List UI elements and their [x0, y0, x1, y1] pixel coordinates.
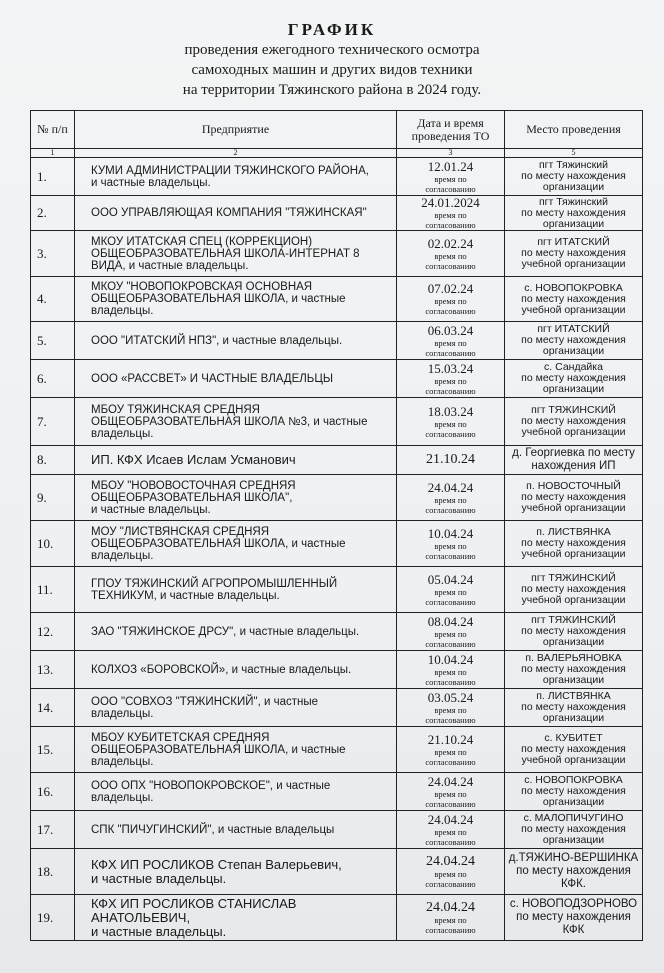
- inspection-place: с. НОВОПОДЗОРНОВО по месту нахождения КФК: [505, 895, 643, 941]
- row-number: 1.: [31, 158, 75, 196]
- header-place: Место проведения: [505, 111, 643, 149]
- enterprise-name: ООО ОПХ "НОВОПОКРОВСКОЕ", и частные владельцы.: [75, 773, 397, 811]
- inspection-time: время по согласованию: [425, 337, 476, 358]
- inspection-place: с. МАЛОПИЧУГИНО по месту нахождения организации: [505, 811, 643, 849]
- table-row: [31, 475, 643, 521]
- table-row: [31, 849, 643, 895]
- date-cell: [397, 811, 505, 849]
- inspection-date: 24.04.24: [426, 899, 475, 915]
- date-cell: [397, 773, 505, 811]
- column-number: 1: [31, 149, 75, 158]
- date-cell: [397, 277, 505, 322]
- row-number: 19.: [31, 895, 75, 941]
- inspection-time: время по согласованию: [425, 418, 476, 439]
- date-cell: [397, 651, 505, 689]
- inspection-place: пгт ИТАТСКИЙ по месту нахождения учебной организации: [505, 231, 643, 277]
- column-number-row: [31, 149, 643, 158]
- inspection-date: 21.10.24: [426, 452, 475, 467]
- row-number: 3.: [31, 231, 75, 277]
- inspection-time: время по согласованию: [425, 375, 476, 396]
- inspection-place: с. Сандайка по месту нахождения организации: [505, 360, 643, 398]
- enterprise-name: МБОУ КУБИТЕТСКАЯ СРЕДНЯЯ ОБЩЕОБРАЗОВАТЕЛЬНАЯ ШКОЛА, и частные владельцы.: [75, 727, 397, 773]
- column-number: 5: [505, 149, 643, 158]
- table-row: [31, 231, 643, 277]
- table-row: [31, 895, 643, 941]
- enterprise-name: МКОУ ИТАТСКАЯ СПЕЦ (КОРРЕКЦИОН) ОБЩЕОБРАЗОВАТЕЛЬНАЯ ШКОЛА-ИНТЕРНАТ 8 ВИДА, и частные владельцы.: [75, 231, 397, 277]
- inspection-date: 07.02.24: [427, 281, 474, 296]
- enterprise-name: ИП. КФХ Исаев Ислам Усманович: [75, 446, 397, 475]
- inspection-place: пгт ИТАТСКИЙ по месту нахождения организации: [505, 322, 643, 360]
- inspection-place: пгт Тяжинский по месту нахождения организации: [505, 196, 643, 231]
- enterprise-name: КФХ ИП РОСЛИКОВ Степан Валерьевич, и частные владельцы.: [75, 849, 397, 895]
- date-cell: [397, 446, 505, 475]
- date-cell: [397, 475, 505, 521]
- column-number: 3: [397, 149, 505, 158]
- column-number: 2: [75, 149, 397, 158]
- table-row: [31, 322, 643, 360]
- inspection-date: 05.04.24: [427, 571, 474, 587]
- inspection-place: д.ТЯЖИНО-ВЕРШИНКА по месту нахождения КФК.: [505, 849, 643, 895]
- enterprise-name: ЗАО "ТЯЖИНСКОЕ ДРСУ", и частные владельцы.: [75, 613, 397, 651]
- row-number: 15.: [31, 727, 75, 773]
- inspection-time: время по согласованию: [425, 666, 476, 687]
- inspection-time: время по согласованию: [425, 586, 476, 607]
- header-number: № п/п: [31, 111, 75, 149]
- inspection-time: время по согласованию: [425, 250, 476, 271]
- enterprise-name: КУМИ АДМИНИСТРАЦИИ ТЯЖИНСКОГО РАЙОНА, и частные владельцы.: [75, 158, 397, 196]
- row-number: 14.: [31, 689, 75, 727]
- row-number: 16.: [31, 773, 75, 811]
- enterprise-name: КОЛХОЗ «БОРОВСКОЙ», и частные владельцы.: [75, 651, 397, 689]
- table-row: [31, 398, 643, 446]
- table-row: [31, 277, 643, 322]
- inspection-date: 24.04.24: [427, 479, 474, 495]
- enterprise-name: ООО "ИТАТСКИЙ НПЗ", и частные владельцы.: [75, 322, 397, 360]
- date-cell: [397, 231, 505, 277]
- inspection-date: 21.10.24: [427, 731, 474, 747]
- inspection-date: 06.03.24: [427, 322, 474, 338]
- row-number: 6.: [31, 360, 75, 398]
- inspection-place: п. ЛИСТВЯНКА по месту нахождения организации: [505, 689, 643, 727]
- inspection-time: время по согласованию: [425, 173, 476, 194]
- date-cell: [397, 196, 505, 231]
- enterprise-name: МБОУ "НОВОВОСТОЧНАЯ СРЕДНЯЯ ОБЩЕОБРАЗОВАТЕЛЬНАЯ ШКОЛА", и частные владельцы.: [75, 475, 397, 521]
- date-cell: [397, 613, 505, 651]
- enterprise-name: МКОУ "НОВОПОКРОВСКАЯ ОСНОВНАЯ ОБЩЕОБРАЗОВАТЕЛЬНАЯ ШКОЛА, и частные владельцы.: [75, 277, 397, 322]
- inspection-place: с. НОВОПОКРОВКА по месту нахождения организации: [505, 773, 643, 811]
- inspection-date: 03.05.24: [427, 689, 474, 705]
- enterprise-name: ООО "СОВХОЗ "ТЯЖИНСКИЙ", и частные владельцы.: [75, 689, 397, 727]
- document-title: ГРАФИК: [287, 20, 377, 39]
- row-number: 7.: [31, 398, 75, 446]
- enterprise-name: ООО УПРАВЛЯЮЩАЯ КОМПАНИЯ "ТЯЖИНСКАЯ": [75, 196, 397, 231]
- inspection-time: время по согласованию: [425, 628, 476, 649]
- date-cell: [397, 360, 505, 398]
- document-subtitle-line-1: проведения ежегодного технического осмотра: [184, 42, 480, 58]
- date-cell: [397, 158, 505, 196]
- enterprise-name: МОУ "ЛИСТВЯНСКАЯ СРЕДНЯЯ ОБЩЕОБРАЗОВАТЕЛЬНАЯ ШКОЛА, и частные владельцы.: [75, 521, 397, 567]
- inspection-place: п. НОВОСТОЧНЫЙ по месту нахождения учебной организации: [505, 475, 643, 521]
- row-number: 13.: [31, 651, 75, 689]
- table-row: [31, 196, 643, 231]
- table-row: [31, 773, 643, 811]
- inspection-time: время по согласованию: [425, 210, 476, 230]
- inspection-date: 12.01.24: [427, 158, 474, 174]
- inspection-time: время по согласованию: [425, 746, 476, 767]
- inspection-place: п. ВАЛЕРЬЯНОВКА по месту нахождения организации: [505, 651, 643, 689]
- date-cell: [397, 727, 505, 773]
- row-number: 17.: [31, 811, 75, 849]
- row-number: 2.: [31, 196, 75, 231]
- enterprise-name: КФХ ИП РОСЛИКОВ СТАНИСЛАВ АНАТОЛЬЕВИЧ, и частные владельцы.: [75, 895, 397, 941]
- inspection-place: пгт ТЯЖИНСКИЙ по месту нахождения учебной организации: [505, 567, 643, 613]
- header-enterprise: Предприятие: [75, 111, 397, 149]
- inspection-time: время по согласованию: [425, 826, 476, 847]
- table-row: [31, 360, 643, 398]
- row-number: 4.: [31, 277, 75, 322]
- inspection-date: 02.02.24: [427, 235, 474, 251]
- table-row: [31, 446, 643, 475]
- inspection-date: 08.04.24: [427, 613, 474, 629]
- inspection-time: время по согласованию: [425, 704, 476, 725]
- inspection-date: 24.04.24: [426, 853, 475, 869]
- document-subtitle-line-3: на территории Тяжинского района в 2024 году.: [182, 82, 482, 98]
- table-row: [31, 567, 643, 613]
- row-number: 18.: [31, 849, 75, 895]
- row-number: 12.: [31, 613, 75, 651]
- inspection-place: с. КУБИТЕТ по месту нахождения учебной организации: [505, 727, 643, 773]
- inspection-place: пгт ТЯЖИНСКИЙ по месту нахождения организации: [505, 613, 643, 651]
- table-row: [31, 521, 643, 567]
- table-row: [31, 727, 643, 773]
- inspection-time: время по согласованию: [425, 868, 476, 889]
- table-header-row: [31, 111, 643, 149]
- inspection-date: 10.04.24: [427, 651, 474, 667]
- row-number: 11.: [31, 567, 75, 613]
- inspection-date: 18.03.24: [427, 403, 474, 419]
- row-number: 8.: [31, 446, 75, 475]
- table-row: [31, 811, 643, 849]
- enterprise-name: МБОУ ТЯЖИНСКАЯ СРЕДНЯЯ ОБЩЕОБРАЗОВАТЕЛЬНАЯ ШКОЛА №3, и частные владельцы.: [75, 398, 397, 446]
- date-cell: [397, 849, 505, 895]
- inspection-time: время по согласованию: [425, 494, 476, 515]
- date-cell: [397, 398, 505, 446]
- enterprise-name: СПК "ПИЧУГИНСКИЙ", и частные владельцы: [75, 811, 397, 849]
- schedule-table: [30, 110, 643, 941]
- enterprise-name: ООО «РАССВЕТ» И ЧАСТНЫЕ ВЛАДЕЛЬЦЫ: [75, 360, 397, 398]
- inspection-place: д. Георгиевка по месту нахождения ИП: [505, 446, 643, 475]
- inspection-place: пгт ТЯЖИНСКИЙ по месту нахождения учебной организации: [505, 398, 643, 446]
- inspection-date: 24.04.24: [427, 811, 474, 827]
- document-subtitle-line-2: самоходных машин и других видов техники: [191, 62, 473, 78]
- date-cell: [397, 322, 505, 360]
- inspection-place: с. НОВОПОКРОВКА по месту нахождения учебной организации: [505, 277, 643, 322]
- inspection-date: 24.01.2024: [421, 195, 480, 210]
- date-cell: [397, 567, 505, 613]
- table-row: [31, 689, 643, 727]
- row-number: 5.: [31, 322, 75, 360]
- table-row: [31, 613, 643, 651]
- date-cell: [397, 895, 505, 941]
- inspection-place: п. ЛИСТВЯНКА по месту нахождения учебной организации: [505, 521, 643, 567]
- date-cell: [397, 521, 505, 567]
- inspection-time: время по согласованию: [425, 540, 476, 561]
- inspection-date: 24.04.24: [427, 773, 474, 789]
- inspection-date: 15.03.24: [427, 360, 474, 376]
- table-row: [31, 651, 643, 689]
- date-cell: [397, 689, 505, 727]
- enterprise-name: ГПОУ ТЯЖИНСКИЙ АГРОПРОМЫШЛЕННЫЙ ТЕХНИКУМ, и частные владельцы.: [75, 567, 397, 613]
- header-date: Дата и время проведения ТО: [397, 111, 505, 149]
- row-number: 10.: [31, 521, 75, 567]
- inspection-time: время по согласованию: [425, 296, 476, 316]
- table-row: [31, 158, 643, 196]
- inspection-date: 10.04.24: [427, 525, 474, 541]
- row-number: 9.: [31, 475, 75, 521]
- inspection-place: пгт Тяжинский по месту нахождения организации: [505, 158, 643, 196]
- inspection-time: время по согласованию: [425, 788, 476, 809]
- inspection-time: время по согласованию: [425, 914, 476, 935]
